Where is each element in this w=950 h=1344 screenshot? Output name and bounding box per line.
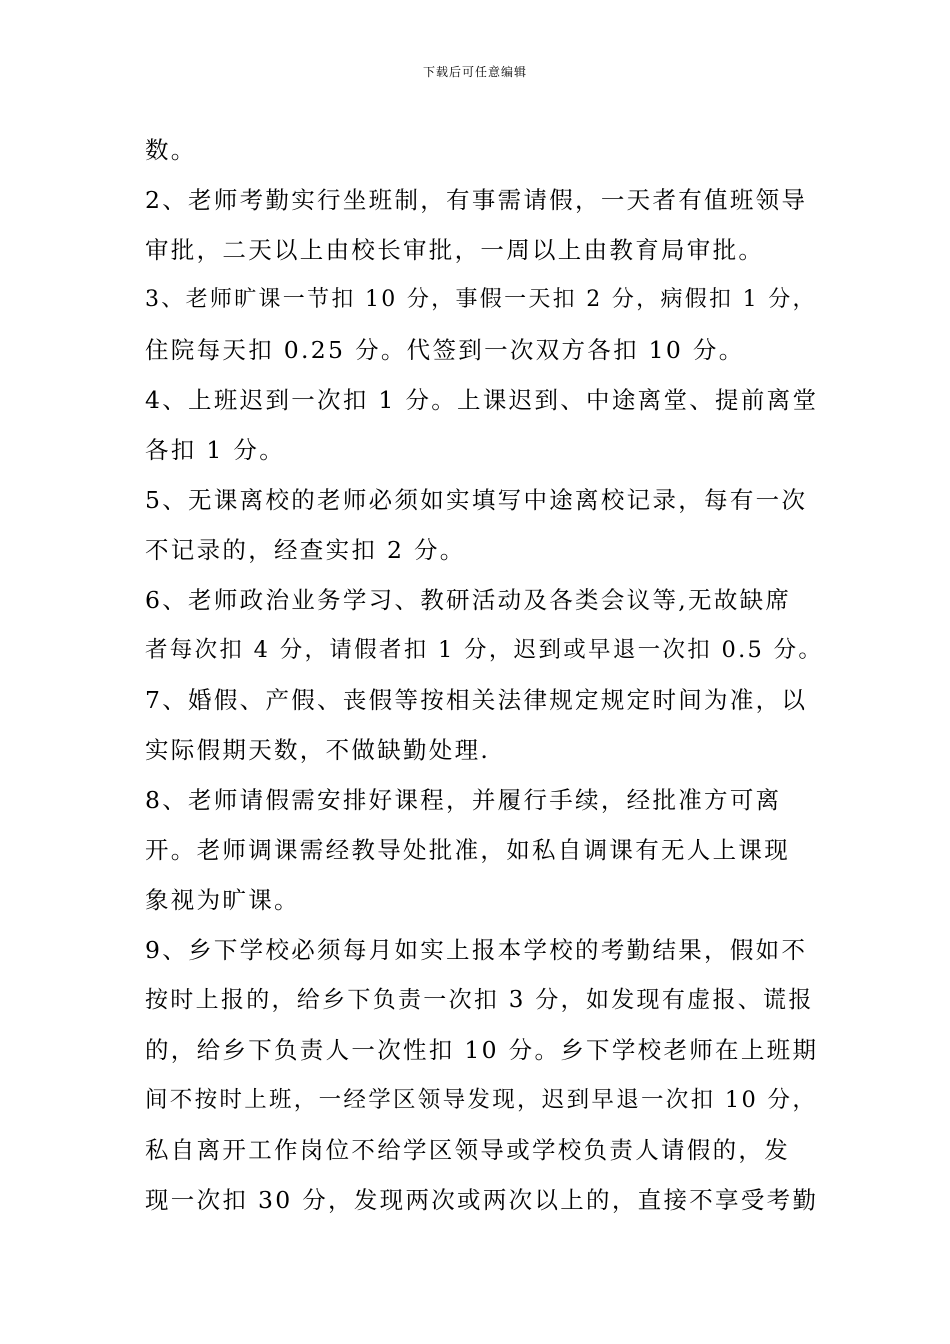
text-line: 者每次扣 4 分，请假者扣 1 分，迟到或早退一次扣 0.5 分。: [145, 637, 824, 663]
text-line: 7、婚假、产假、丧假等按相关法律规定规定时间为准，以: [145, 686, 808, 714]
text-line: 3、老师旷课一节扣 10 分，事假一天扣 2 分，病假扣 1 分，: [145, 287, 817, 312]
text-line: 私自离开工作岗位不给学区领导或学校负责人请假的，发: [145, 1136, 790, 1164]
text-line: 5、无课离校的老师必须如实填写中途离校记录，每有一次: [145, 486, 808, 514]
text-line: 数。: [145, 136, 197, 164]
page-header: 下载后可任意编辑: [422, 65, 527, 79]
text-line: 开。老师调课需经教导处批准，如私自调课有无人上课现: [145, 836, 790, 864]
text-line: 象视为旷课。: [145, 886, 300, 914]
text-line: 2、老师考勤实行坐班制，有事需请假，一天者有值班领导: [145, 186, 808, 214]
text-line: 现一次扣 30 分，发现两次或两次以上的，直接不享受考勤: [145, 1186, 819, 1214]
text-line: 各扣 1 分。: [145, 436, 285, 464]
text-line: 住院每天扣 0.25 分。代签到一次双方各扣 10 分。: [145, 336, 745, 364]
text-line: 实际假期天数，不做缺勤处理.: [145, 736, 491, 764]
text-line: 8、老师请假需安排好课程，并履行手续，经批准方可离: [145, 786, 782, 814]
text-line: 的，给乡下负责人一次性扣 10 分。乡下学校老师在上班期: [145, 1036, 819, 1064]
text-line: 6、老师政治业务学习、教研活动及各类会议等,无故缺席: [145, 586, 792, 614]
text-line: 间不按时上班，一经学区领导发现，迟到早退一次扣 10 分，: [145, 1087, 818, 1113]
text-line: 审批，二天以上由校长审批，一周以上由教育局审批。: [145, 236, 765, 264]
text-line: 不记录的，经查实扣 2 分。: [145, 536, 466, 564]
text-line: 按时上报的，给乡下负责一次扣 3 分，如发现有虚报、谎报: [145, 987, 814, 1013]
text-line: 9、乡下学校必须每月如实上报本学校的考勤结果，假如不: [145, 936, 808, 964]
text-line: 4、上班迟到一次扣 1 分。上课迟到、中途离堂、提前离堂: [145, 386, 819, 414]
